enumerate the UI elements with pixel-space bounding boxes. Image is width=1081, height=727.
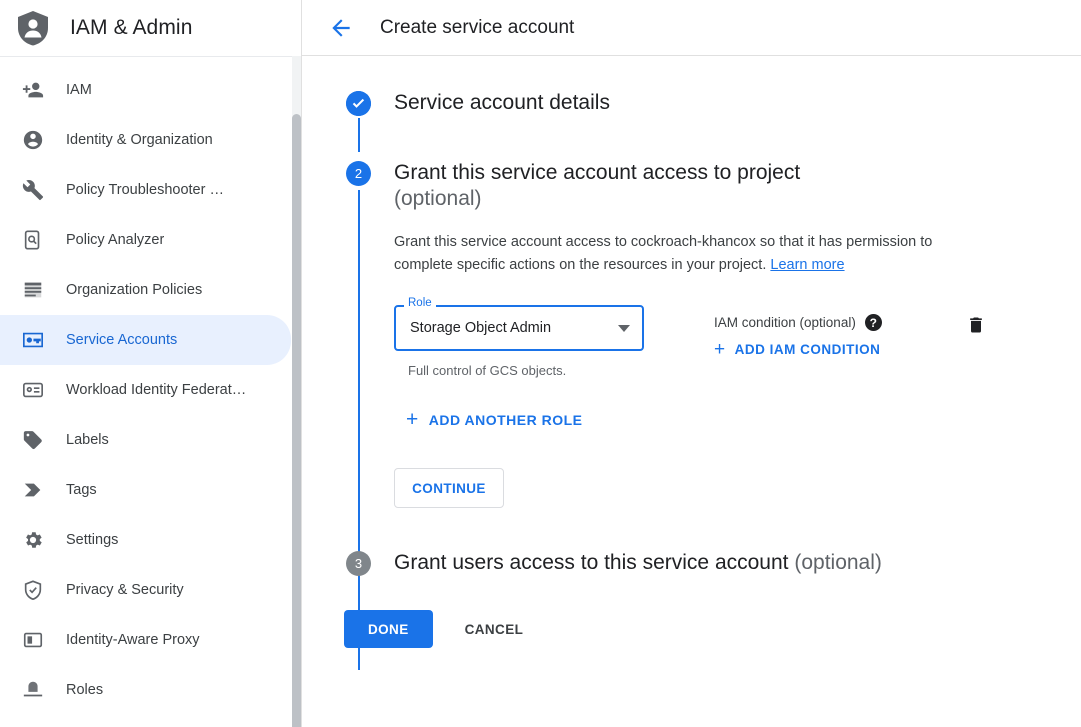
sidebar-item-label: Service Accounts bbox=[66, 332, 178, 348]
id-card-icon bbox=[22, 379, 44, 401]
step2-title-text: Grant this service account access to project bbox=[394, 161, 801, 184]
sidebar-item-label: Policy Analyzer bbox=[66, 232, 165, 248]
sidebar-item-iam[interactable] bbox=[0, 65, 301, 115]
main-panel bbox=[302, 0, 1081, 727]
role-select[interactable] bbox=[394, 305, 644, 351]
sidebar-item-privacy-security[interactable] bbox=[0, 565, 301, 615]
role-row bbox=[394, 297, 1081, 378]
wizard-content bbox=[302, 56, 1081, 648]
sidebar-item-label: IAM bbox=[66, 82, 92, 98]
main-header bbox=[302, 0, 1081, 56]
iam-condition-label-row bbox=[714, 314, 882, 331]
add-iam-condition-button[interactable] bbox=[714, 338, 882, 360]
role-helper-text: Full control of GCS objects. bbox=[408, 363, 567, 378]
sidebar-scrollbar-track[interactable] bbox=[292, 56, 301, 727]
sidebar-item-policy-troubleshooter[interactable] bbox=[0, 165, 301, 215]
learn-more-link[interactable]: Learn more bbox=[770, 257, 845, 273]
step2-title bbox=[394, 160, 1081, 212]
wizard-step-grant-access bbox=[340, 160, 1081, 508]
wrench-icon bbox=[22, 179, 44, 201]
sidebar-item-labels[interactable] bbox=[0, 415, 301, 465]
done-button[interactable]: DONE bbox=[344, 610, 433, 648]
sidebar-item-workload-identity-federation[interactable] bbox=[0, 365, 301, 415]
sidebar-item-label: Identity & Organization bbox=[66, 132, 213, 148]
page-title: Create service account bbox=[380, 16, 575, 38]
account-key-icon bbox=[22, 329, 44, 351]
role-field bbox=[394, 297, 644, 351]
trash-icon[interactable] bbox=[966, 314, 986, 341]
sidebar-item-label: Labels bbox=[66, 432, 109, 448]
role-field-legend: Role bbox=[404, 297, 436, 309]
wizard-step-service-account-details[interactable] bbox=[340, 90, 1081, 116]
sidebar-item-label: Workload Identity Federat… bbox=[66, 382, 247, 398]
cancel-button[interactable]: CANCEL bbox=[449, 610, 540, 648]
step3-number-badge: 3 bbox=[346, 551, 371, 576]
step2-description-text: Grant this service account access to cockroach-khancox so that it has permission to complete specific actions on the resources in your project. bbox=[394, 234, 933, 273]
sidebar-item-label: Identity-Aware Proxy bbox=[66, 632, 200, 648]
sidebar-item-label: Privacy & Security bbox=[66, 582, 184, 598]
step2-number-badge: 2 bbox=[346, 161, 371, 186]
sidebar-item-organization-policies[interactable] bbox=[0, 265, 301, 315]
person-add-icon bbox=[22, 79, 44, 101]
step3-optional-label: (optional) bbox=[794, 551, 882, 574]
step2-description bbox=[394, 231, 994, 277]
sidebar-item-identity-aware-proxy[interactable] bbox=[0, 615, 301, 665]
sidebar-item-service-accounts[interactable] bbox=[0, 315, 291, 365]
hat-icon bbox=[22, 679, 44, 701]
iam-condition-label: IAM condition (optional) bbox=[714, 315, 856, 330]
step-rail bbox=[358, 118, 360, 152]
help-circle-icon[interactable]: ? bbox=[865, 314, 882, 331]
document-search-icon bbox=[22, 229, 44, 251]
sidebar-item-label: Policy Troubleshooter … bbox=[66, 182, 224, 198]
wizard-step-grant-users[interactable] bbox=[340, 550, 1081, 576]
sidebar-scrollbar-thumb[interactable] bbox=[292, 114, 301, 727]
plus-icon: + bbox=[714, 338, 726, 360]
step1-title: Service account details bbox=[394, 91, 610, 114]
step2-optional-label: (optional) bbox=[394, 187, 482, 210]
add-another-role-button[interactable] bbox=[406, 408, 583, 431]
role-select-value: Storage Object Admin bbox=[410, 320, 552, 336]
shield-check-icon bbox=[22, 579, 44, 601]
gear-icon bbox=[22, 529, 44, 551]
chevron-down-icon bbox=[618, 325, 630, 332]
sidebar-item-label: Roles bbox=[66, 682, 104, 698]
plus-icon: + bbox=[406, 408, 419, 431]
sidebar-item-roles[interactable] bbox=[0, 665, 301, 715]
sidebar-item-settings[interactable] bbox=[0, 515, 301, 565]
step3-title bbox=[394, 550, 1081, 576]
shield-person-icon bbox=[14, 9, 52, 47]
account-circle-icon bbox=[22, 129, 44, 151]
sidebar-item-identity-organization[interactable] bbox=[0, 115, 301, 165]
add-another-role-label: ADD ANOTHER ROLE bbox=[428, 412, 583, 428]
proxy-icon bbox=[22, 629, 44, 651]
step-rail bbox=[358, 190, 360, 670]
sidebar-item-label: Tags bbox=[66, 482, 97, 498]
tag-icon bbox=[22, 429, 44, 451]
continue-button[interactable]: CONTINUE bbox=[394, 468, 504, 508]
add-iam-condition-label: ADD IAM CONDITION bbox=[734, 342, 881, 357]
sidebar-item-tags[interactable] bbox=[0, 465, 301, 515]
tags-icon bbox=[22, 479, 44, 501]
arrow-back-icon[interactable] bbox=[328, 15, 354, 41]
check-circle-icon bbox=[346, 91, 371, 116]
wizard-footer bbox=[344, 610, 1081, 648]
sidebar-item-label: Organization Policies bbox=[66, 282, 203, 298]
sidebar-header bbox=[0, 0, 301, 56]
sidebar-nav bbox=[0, 57, 301, 715]
step3-title-text: Grant users access to this service account bbox=[394, 551, 789, 574]
sidebar-item-label: Settings bbox=[66, 532, 119, 548]
sidebar bbox=[0, 0, 302, 727]
list-panel-icon bbox=[22, 279, 44, 301]
sidebar-item-policy-analyzer[interactable] bbox=[0, 215, 301, 265]
iam-condition-column bbox=[714, 305, 882, 360]
sidebar-title: IAM & Admin bbox=[70, 16, 193, 39]
